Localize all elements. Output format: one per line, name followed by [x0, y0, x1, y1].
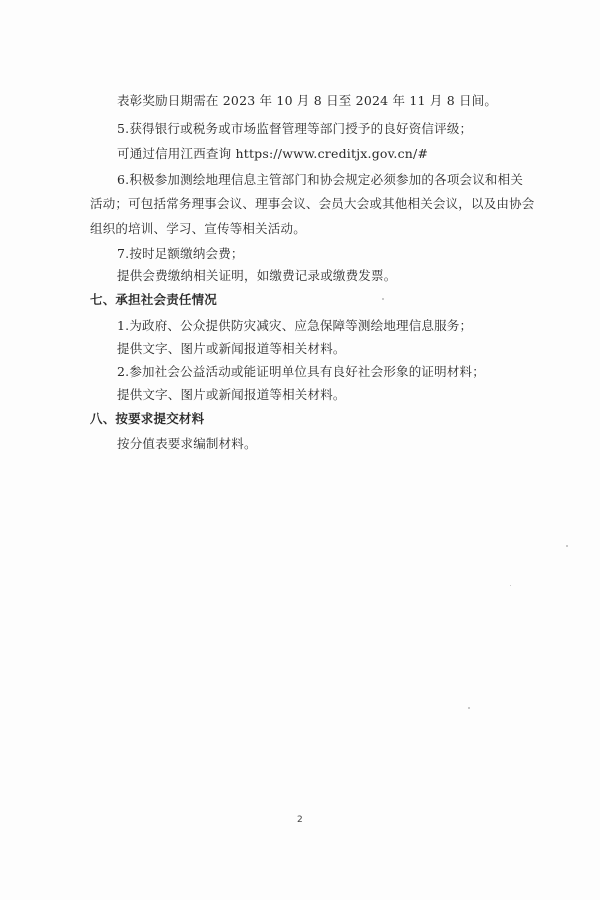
- text-line: 5.获得银行或税务或市场监督管理等部门授予的良好资信评级；: [117, 121, 473, 136]
- text-line: 2.参加社会公益活动或能证明单位具有良好社会形象的证明材料；: [117, 364, 485, 379]
- text-line: 7.按时足额缴纳会费；: [117, 246, 244, 261]
- page-number: 2: [297, 815, 303, 825]
- section-heading-submit-materials: 八、按要求提交材料: [90, 411, 205, 426]
- scan-speck: [566, 545, 568, 547]
- section-heading-social-responsibility: 七、承担社会责任情况: [90, 292, 218, 307]
- scan-speck: [510, 585, 511, 586]
- text-line: 6.积极参加测绘地理信息主管部门和协会规定必须参加的各项会议和相关: [117, 172, 524, 187]
- text-line: 提供文字、图片或新闻报道等相关材料。: [117, 387, 346, 402]
- scan-speck: [468, 707, 470, 709]
- text-line: 提供文字、图片或新闻报道等相关材料。: [117, 341, 346, 356]
- text-line: 表彰奖励日期需在 2023 年 10 月 8 日至 2024 年 11 月 8 日间。: [117, 93, 498, 108]
- scan-speck: [382, 298, 384, 300]
- text-line: 组织的培训、学习、宣传等相关活动。: [90, 221, 306, 236]
- text-line: 按分值表要求编制材料。: [117, 436, 257, 451]
- text-line: 可通过信用江西查询 https://www.creditjx.gov.cn/#: [117, 146, 429, 161]
- text-line: 1.为政府、公众提供防灾减灾、应急保障等测绘地理信息服务；: [117, 318, 473, 333]
- text-line: 活动；可包括常务理事会议、理事会议、会员大会或其他相关会议，以及由协会: [90, 196, 535, 211]
- text-line: 提供会费缴纳相关证明，如缴费记录或缴费发票。: [117, 268, 397, 283]
